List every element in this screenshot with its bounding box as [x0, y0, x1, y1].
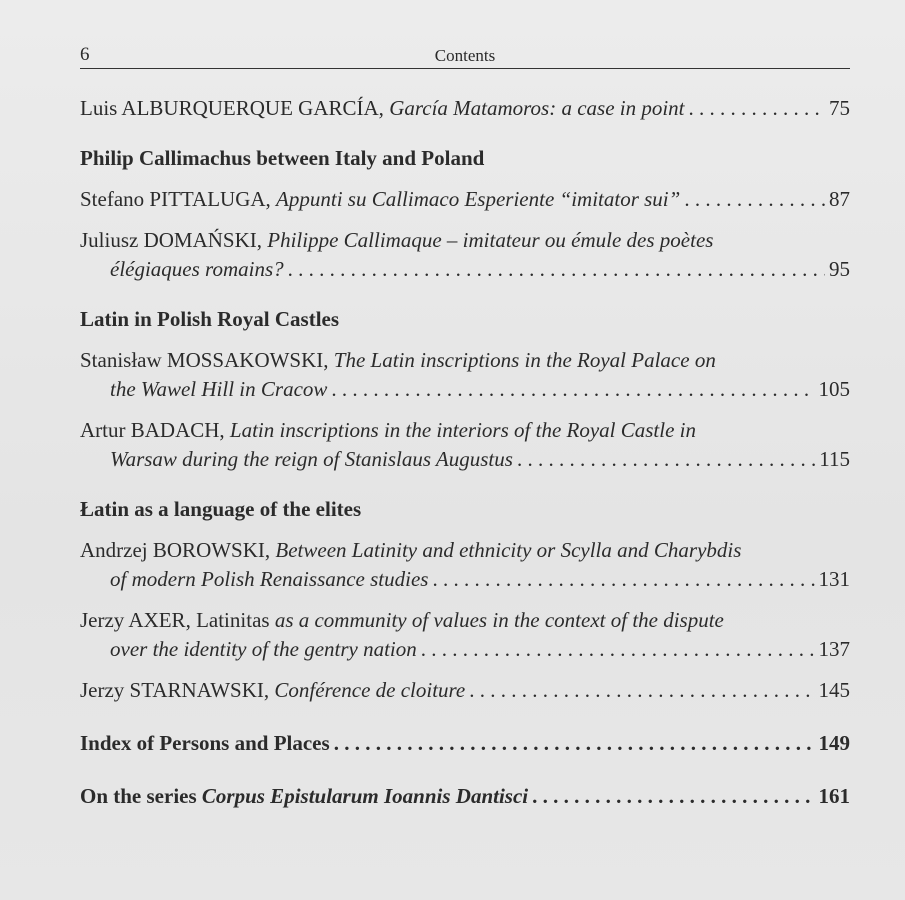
entry-page: 137 — [818, 637, 850, 661]
toc-entry — [80, 782, 850, 811]
dot-leader — [684, 185, 825, 214]
entry-title-cont: of modern Polish Renaissance studies — [110, 567, 429, 591]
section-heading: Latin in Polish Royal Castles — [80, 307, 340, 331]
entry-author: Andrzej BOROWSKI, — [80, 538, 276, 562]
entry-author: Stanisław MOSSAKOWSKI, — [80, 348, 334, 372]
dot-leader — [288, 255, 825, 284]
entry-page: 87 — [829, 187, 850, 211]
table-of-contents — [80, 94, 850, 811]
toc-entry — [80, 346, 850, 404]
entry-title: Philippe Callimaque – imitateur ou émule des poètes — [267, 228, 714, 252]
entry-page: 115 — [819, 447, 850, 471]
dot-leader — [331, 375, 814, 404]
dot-leader — [432, 565, 814, 594]
entry-author: Artur BADACH, — [80, 418, 230, 442]
entry-title: Between Latinity and ethnicity or Scylla and Charybdis — [275, 538, 742, 562]
entry-title: Conférence de cloiture — [274, 678, 466, 702]
section-heading: Łatin as a language of the elites — [80, 497, 362, 521]
entry-author: Stefano PITTALUGA, — [80, 187, 277, 211]
section-heading: Philip Callimachus between Italy and Poland — [80, 146, 485, 170]
page-number: 6 — [80, 44, 90, 65]
entry-title: Appunti su Callimaco Esperiente “imitator sui” — [276, 187, 681, 211]
entry-title: Latin inscriptions in the interiors of the Royal Castle in — [229, 418, 697, 442]
toc-entry — [80, 185, 850, 214]
entry-author: Luis ALBURQUERQUE GARCÍA, — [80, 96, 390, 120]
toc-entry — [80, 729, 850, 758]
entry-author: Jerzy STARNAWSKI, — [80, 678, 275, 702]
toc-entry — [80, 606, 850, 664]
toc-entry — [80, 226, 850, 284]
entry-title: as a community of values in the context of the dispute — [274, 608, 724, 632]
entry-page: 105 — [818, 377, 850, 401]
toc-entry — [80, 536, 850, 594]
entry-page: 149 — [818, 731, 850, 755]
entry-title-cont: the Wawel Hill in Cracow — [110, 377, 328, 401]
entry-page: 75 — [829, 96, 850, 120]
running-head: Contents — [434, 46, 496, 65]
entry-page: 145 — [818, 678, 850, 702]
dot-leader — [334, 729, 815, 758]
entry-title: Corpus Epistularum Ioannis Dantisci — [201, 784, 529, 808]
entry-title-cont: Warsaw during the reign of Stanislaus Augustus — [110, 447, 513, 471]
entry-page: 95 — [829, 257, 850, 281]
entry-author: Jerzy AXER, — [80, 608, 197, 632]
dot-leader — [689, 94, 825, 123]
entry-title: The Latin inscriptions in the Royal Palace on — [333, 348, 716, 372]
entry-page: 131 — [818, 567, 850, 591]
entry-page: 161 — [818, 784, 850, 808]
entry-label: Index of Persons and Places — [80, 731, 330, 755]
dot-leader — [532, 782, 814, 811]
entry-title-cont: over the identity of the gentry nation — [110, 637, 417, 661]
entry-term: Latinitas — [196, 608, 275, 632]
entry-label: On the series — [80, 784, 202, 808]
toc-entry — [80, 94, 850, 123]
dot-leader — [469, 676, 814, 705]
toc-entry — [80, 416, 850, 474]
entry-author: Juliusz DOMAŃSKI, — [80, 228, 268, 252]
entry-title: García Matamoros: a case in point — [389, 96, 685, 120]
dot-leader — [517, 445, 815, 474]
page-header — [80, 42, 850, 69]
entry-title-cont: élégiaques romains? — [110, 257, 284, 281]
dot-leader — [421, 635, 815, 664]
toc-entry — [80, 676, 850, 705]
